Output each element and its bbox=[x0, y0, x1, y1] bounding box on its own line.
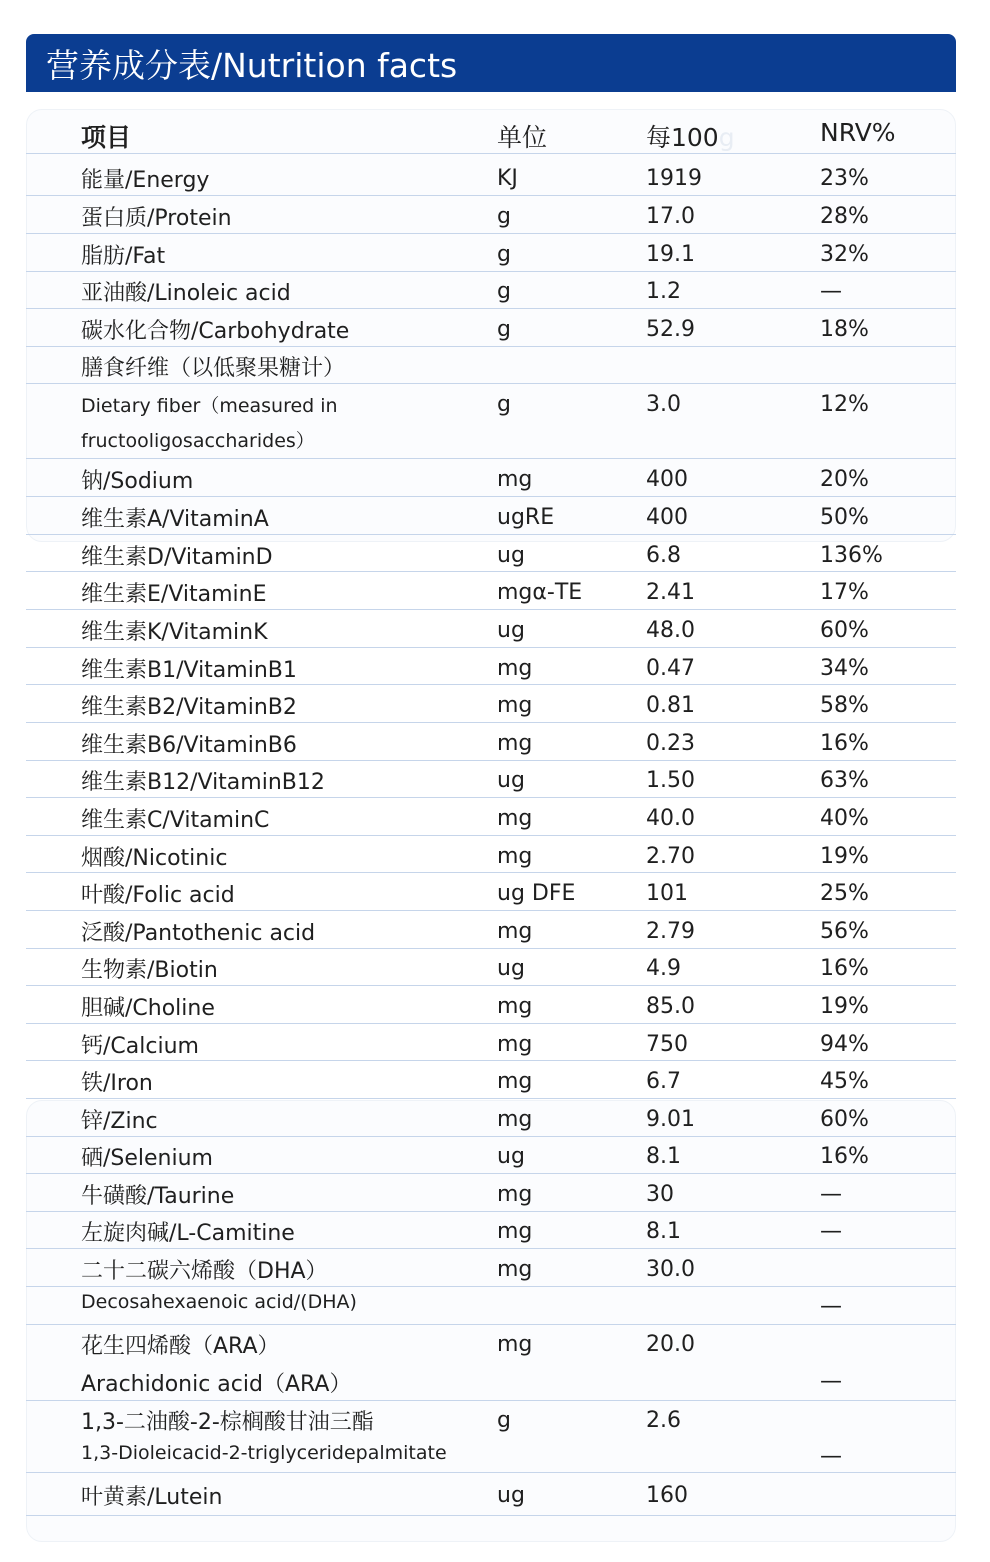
nutrient-value: 400 bbox=[646, 467, 688, 492]
nutrient-name: 钙/Calcium bbox=[81, 1034, 199, 1059]
nutrient-nrv: — bbox=[820, 279, 842, 304]
nutrient-unit: ugRE bbox=[497, 505, 555, 530]
nutrient-value: 8.1 bbox=[646, 1219, 681, 1244]
nutrient-value: 48.0 bbox=[646, 618, 695, 643]
row-divider bbox=[26, 797, 956, 798]
nutrient-nrv: 136% bbox=[820, 543, 883, 568]
nutrient-name: 维生素B1/VitaminB1 bbox=[81, 658, 297, 683]
nutrient-unit: mg bbox=[497, 1182, 533, 1207]
nutrient-unit: ug bbox=[497, 1144, 525, 1169]
row-divider bbox=[26, 760, 956, 761]
row-divider bbox=[26, 308, 956, 309]
nutrient-unit: ug bbox=[497, 956, 525, 981]
column-header-unit: 单位 bbox=[497, 123, 548, 152]
nutrient-unit: mg bbox=[497, 844, 533, 869]
nutrient-name: 左旋肉碱/L-Camitine bbox=[81, 1221, 295, 1246]
nutrient-value: 8.1 bbox=[646, 1144, 681, 1169]
nutrient-name: 胆碱/Choline bbox=[81, 996, 215, 1021]
row-divider bbox=[26, 647, 956, 648]
row-divider bbox=[26, 684, 956, 685]
row-divider bbox=[26, 1023, 956, 1024]
nutrient-name: 生物素/Biotin bbox=[81, 958, 218, 983]
row-divider bbox=[26, 383, 956, 384]
nutrient-unit: g bbox=[497, 317, 511, 342]
nutrient-nrv: 18% bbox=[820, 317, 869, 342]
row-divider bbox=[26, 346, 956, 347]
row-divider bbox=[26, 910, 956, 911]
nutrient-nrv: 45% bbox=[820, 1069, 869, 1094]
column-header-per-suffix: g bbox=[718, 123, 735, 152]
nutrient-nrv: 23% bbox=[820, 166, 869, 191]
nutrient-unit: mg bbox=[497, 1257, 533, 1282]
nutrient-nrv: — bbox=[820, 1294, 842, 1319]
nutrient-name: 叶黄素/Lutein bbox=[81, 1485, 223, 1510]
nutrient-name: 维生素K/VitaminK bbox=[81, 620, 268, 645]
nutrient-value: 19.1 bbox=[646, 242, 695, 267]
nutrient-value: 101 bbox=[646, 881, 688, 906]
nutrient-name: 二十二碳六烯酸（DHA） bbox=[81, 1259, 328, 1284]
nutrient-name: 泛酸/Pantothenic acid bbox=[81, 921, 316, 946]
row-divider bbox=[26, 1400, 956, 1401]
nutrient-nrv: 60% bbox=[820, 618, 869, 643]
row-divider bbox=[26, 1211, 956, 1212]
row-divider bbox=[26, 458, 956, 459]
row-divider bbox=[26, 1248, 956, 1249]
nutrient-value: 1919 bbox=[646, 166, 702, 191]
nutrient-nrv: 16% bbox=[820, 1144, 869, 1169]
row-divider bbox=[26, 153, 956, 154]
nutrient-nrv: 63% bbox=[820, 768, 869, 793]
nutrient-value: 4.9 bbox=[646, 956, 681, 981]
title-bar bbox=[26, 34, 956, 92]
nutrient-value: 30 bbox=[646, 1182, 674, 1207]
row-divider bbox=[26, 609, 956, 610]
nutrient-name: 钠/Sodium bbox=[81, 469, 194, 494]
nutrient-value: 1.2 bbox=[646, 279, 681, 304]
nutrient-nrv: 58% bbox=[820, 693, 869, 718]
nutrient-nrv: 12% bbox=[820, 392, 869, 417]
nutrient-unit: ug bbox=[497, 1483, 525, 1508]
nutrient-unit: mg bbox=[497, 1032, 533, 1057]
nutrient-unit: ug bbox=[497, 543, 525, 568]
nutrient-name: 碳水化合物/Carbohydrate bbox=[81, 319, 350, 344]
row-divider bbox=[26, 534, 956, 535]
nutrient-unit: g bbox=[497, 392, 511, 417]
row-divider bbox=[26, 1515, 956, 1516]
nutrient-name: 蛋白质/Protein bbox=[81, 206, 232, 231]
nutrient-value: 2.79 bbox=[646, 919, 695, 944]
row-divider bbox=[26, 985, 956, 986]
nutrient-value: 40.0 bbox=[646, 806, 695, 831]
nutrient-value: 52.9 bbox=[646, 317, 695, 342]
nutrient-unit: mg bbox=[497, 1107, 533, 1132]
nutrient-name: 铁/Iron bbox=[81, 1071, 153, 1096]
nutrient-value: 400 bbox=[646, 505, 688, 530]
nutrient-nrv: 60% bbox=[820, 1107, 869, 1132]
nutrient-value: 2.6 bbox=[646, 1408, 681, 1433]
nutrient-nrv: 34% bbox=[820, 656, 869, 681]
nutrient-value: 30.0 bbox=[646, 1257, 695, 1282]
nutrient-value: 160 bbox=[646, 1483, 688, 1508]
nutrient-unit: mg bbox=[497, 1219, 533, 1244]
column-header-item: 项目 bbox=[81, 123, 132, 152]
nutrient-nrv: 19% bbox=[820, 994, 869, 1019]
nutrient-value: 17.0 bbox=[646, 204, 695, 229]
nutrient-name: 1,3-二油酸-2-棕榈酸甘油三酯 bbox=[81, 1410, 374, 1435]
row-divider bbox=[26, 722, 956, 723]
nutrient-unit: ug bbox=[497, 768, 525, 793]
row-divider bbox=[26, 835, 956, 836]
row-divider bbox=[26, 1098, 956, 1099]
nutrient-nrv: — bbox=[820, 1182, 842, 1207]
nutrient-unit: mg bbox=[497, 467, 533, 492]
nutrient-name: 锌/Zinc bbox=[81, 1109, 158, 1134]
nutrient-nrv: 16% bbox=[820, 731, 869, 756]
nutrient-name: 烟酸/Nicotinic bbox=[81, 846, 228, 871]
row-divider bbox=[26, 872, 956, 873]
nutrient-unit: mg bbox=[497, 656, 533, 681]
nutrient-name: 花生四烯酸（ARA） bbox=[81, 1334, 280, 1359]
nutrient-name: 硒/Selenium bbox=[81, 1146, 213, 1171]
row-divider bbox=[26, 571, 956, 572]
nutrient-nrv: 16% bbox=[820, 956, 869, 981]
row-divider bbox=[26, 948, 956, 949]
nutrient-unit: mg bbox=[497, 919, 533, 944]
row-divider bbox=[26, 195, 956, 196]
nutrient-nrv: — bbox=[820, 1444, 842, 1469]
nutrient-value: 9.01 bbox=[646, 1107, 695, 1132]
column-header-per-text: 每100 bbox=[646, 123, 719, 152]
nutrient-value: 750 bbox=[646, 1032, 688, 1057]
column-header-nrv: NRV% bbox=[820, 118, 896, 147]
nutrient-unit: mg bbox=[497, 806, 533, 831]
nutrient-nrv: 17% bbox=[820, 580, 869, 605]
nutrient-name: 维生素B6/VitaminB6 bbox=[81, 733, 297, 758]
row-divider bbox=[26, 1286, 956, 1287]
nutrient-value: 2.41 bbox=[646, 580, 695, 605]
nutrient-unit: mg bbox=[497, 693, 533, 718]
nutrient-value: 0.23 bbox=[646, 731, 695, 756]
nutrient-name-line2: 1,3-Dioleicacid-2-triglyceridepalmitate bbox=[81, 1442, 447, 1464]
nutrient-name: 维生素A/VitaminA bbox=[81, 507, 269, 532]
nutrient-name: 能量/Energy bbox=[81, 168, 210, 193]
nutrient-unit: g bbox=[497, 279, 511, 304]
nutrient-name-line3: fructooligosaccharides） bbox=[81, 430, 315, 452]
nutrient-unit: KJ bbox=[497, 166, 518, 191]
nutrient-nrv: 20% bbox=[820, 467, 869, 492]
nutrient-name-line2: Arachidonic acid（ARA） bbox=[81, 1372, 352, 1397]
row-divider bbox=[26, 1060, 956, 1061]
nutrient-name: 维生素B12/VitaminB12 bbox=[81, 770, 325, 795]
nutrient-nrv: 32% bbox=[820, 242, 869, 267]
nutrient-name: 叶酸/Folic acid bbox=[81, 883, 235, 908]
nutrient-unit: ug DFE bbox=[497, 881, 576, 906]
nutrient-name: 牛磺酸/Taurine bbox=[81, 1184, 235, 1209]
nutrient-name: 亚油酸/Linoleic acid bbox=[81, 281, 291, 306]
nutrient-name: 维生素D/VitaminD bbox=[81, 545, 273, 570]
row-divider bbox=[26, 1472, 956, 1473]
nutrient-value: 20.0 bbox=[646, 1332, 695, 1357]
page-title: 营养成分表/Nutrition facts bbox=[46, 45, 458, 85]
nutrient-nrv: 94% bbox=[820, 1032, 869, 1057]
nutrient-nrv: 25% bbox=[820, 881, 869, 906]
nutrient-name: 膳食纤维（以低聚果糖计） bbox=[81, 356, 346, 381]
row-divider bbox=[26, 271, 956, 272]
nutrient-nrv: 56% bbox=[820, 919, 869, 944]
nutrient-name: 维生素B2/VitaminB2 bbox=[81, 695, 297, 720]
nutrient-unit: g bbox=[497, 1408, 511, 1433]
nutrient-nrv: — bbox=[820, 1369, 842, 1394]
nutrient-unit: mg bbox=[497, 1332, 533, 1357]
nutrient-nrv: 19% bbox=[820, 844, 869, 869]
nutrient-value: 6.7 bbox=[646, 1069, 681, 1094]
nutrient-unit: mg bbox=[497, 1069, 533, 1094]
nutrient-unit: ug bbox=[497, 618, 525, 643]
nutrient-nrv: 40% bbox=[820, 806, 869, 831]
nutrient-nrv: — bbox=[820, 1219, 842, 1244]
row-divider bbox=[26, 496, 956, 497]
nutrient-name: 脂肪/Fat bbox=[81, 244, 166, 269]
nutrient-unit: mg bbox=[497, 994, 533, 1019]
column-header-per bbox=[646, 118, 735, 154]
nutrient-value: 0.81 bbox=[646, 693, 695, 718]
nutrient-name: 维生素E/VitaminE bbox=[81, 582, 267, 607]
nutrient-name-line2: Decosahexaenoic acid/(DHA) bbox=[81, 1291, 357, 1313]
nutrient-unit: mg bbox=[497, 731, 533, 756]
nutrient-name-line2: Dietary fiber（measured in bbox=[81, 395, 338, 417]
row-divider bbox=[26, 233, 956, 234]
row-divider bbox=[26, 1136, 956, 1137]
nutrient-unit: g bbox=[497, 242, 511, 267]
nutrient-nrv: 50% bbox=[820, 505, 869, 530]
nutrient-value: 0.47 bbox=[646, 656, 695, 681]
nutrient-unit: mgα-TE bbox=[497, 580, 583, 605]
nutrient-value: 6.8 bbox=[646, 543, 681, 568]
nutrient-value: 3.0 bbox=[646, 392, 681, 417]
nutrient-value: 1.50 bbox=[646, 768, 695, 793]
row-divider bbox=[26, 1324, 956, 1325]
nutrient-value: 2.70 bbox=[646, 844, 695, 869]
nutrient-unit: g bbox=[497, 204, 511, 229]
nutrient-nrv: 28% bbox=[820, 204, 869, 229]
nutrient-value: 85.0 bbox=[646, 994, 695, 1019]
row-divider bbox=[26, 1173, 956, 1174]
nutrient-name: 维生素C/VitaminC bbox=[81, 808, 270, 833]
